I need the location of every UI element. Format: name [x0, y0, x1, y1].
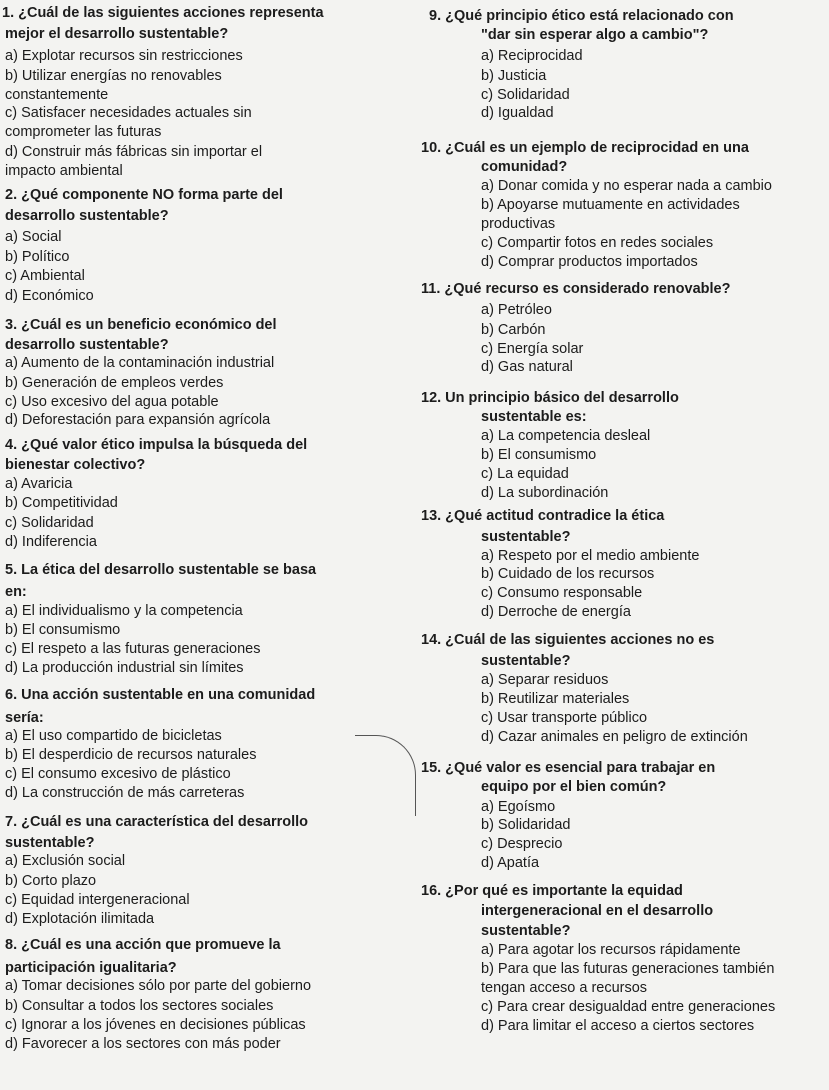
question-text: bienestar colectivo? [5, 457, 146, 473]
question-text: 8. ¿Cuál es una acción que promueve la [5, 937, 281, 953]
answer-option[interactable]: c) Uso excesivo del agua potable [5, 394, 219, 410]
question-text: en: [5, 584, 27, 600]
answer-option[interactable]: b) El consumismo [481, 447, 597, 463]
answer-option[interactable]: d) Construir más fábricas sin importar el [5, 144, 263, 160]
question-text: equipo por el bien común? [481, 779, 667, 795]
answer-option[interactable]: a) Avaricia [5, 476, 73, 492]
answer-option[interactable]: d) Favorecer a los sectores con más poder [5, 1036, 281, 1052]
right-column [420, 0, 829, 1090]
answer-option[interactable]: c) Solidaridad [5, 515, 94, 531]
question-text: "dar sin esperar algo a cambio"? [481, 27, 709, 43]
question-text: 14. ¿Cuál de las siguientes acciones no es [421, 632, 715, 648]
question-text: participación igualitaria? [5, 960, 177, 976]
answer-option[interactable]: c) Desprecio [481, 836, 563, 852]
question-text: 5. La ética del desarrollo sustentable se basa [5, 562, 317, 578]
answer-option[interactable]: a) Explotar recursos sin restricciones [5, 48, 243, 64]
answer-option[interactable]: b) Corto plazo [5, 873, 97, 889]
answer-option[interactable]: b) Cuidado de los recursos [481, 566, 655, 582]
question-text: 3. ¿Cuál es un beneficio económico del [5, 317, 277, 333]
answer-option[interactable]: a) Respeto por el medio ambiente [481, 548, 700, 564]
question-text: 11. ¿Qué recurso es considerado renovable? [421, 281, 731, 297]
answer-option[interactable]: d) Derroche de energía [481, 604, 631, 620]
answer-option[interactable]: d) La subordinación [481, 485, 609, 501]
answer-option[interactable]: d) Para limitar el acceso a ciertos sectores [481, 1018, 755, 1034]
answer-option[interactable]: d) Gas natural [481, 359, 573, 375]
answer-option[interactable]: c) Compartir fotos en redes sociales [481, 235, 714, 251]
answer-option[interactable]: b) Justicia [481, 68, 547, 84]
answer-option[interactable]: a) Aumento de la contaminación industrial [5, 355, 275, 371]
question-text: 6. Una acción sustentable en una comunidad [5, 687, 316, 703]
answer-option[interactable]: b) Para que las futuras generaciones también [481, 961, 775, 977]
answer-option[interactable]: productivas [481, 216, 556, 232]
answer-option[interactable]: c) Ignorar a los jóvenes en decisiones públicas [5, 1017, 306, 1033]
answer-option[interactable]: constantemente [5, 87, 109, 103]
answer-option[interactable]: d) La construcción de más carreteras [5, 785, 245, 801]
answer-option[interactable]: a) Social [5, 229, 62, 245]
question-text: mejor el desarrollo sustentable? [5, 26, 229, 42]
answer-option[interactable]: impacto ambiental [5, 163, 123, 179]
answer-option[interactable]: b) El desperdicio de recursos naturales [5, 747, 257, 763]
answer-option[interactable]: c) Para crear desigualdad entre generaciones [481, 999, 776, 1015]
answer-option[interactable]: c) El respeto a las futuras generaciones [5, 641, 261, 657]
question-text: sería: [5, 710, 44, 726]
answer-option[interactable]: d) Económico [5, 288, 94, 304]
answer-option[interactable]: a) Egoísmo [481, 799, 556, 815]
answer-option[interactable]: b) El consumismo [5, 622, 121, 638]
answer-option[interactable]: comprometer las futuras [5, 124, 162, 140]
answer-option[interactable]: d) Comprar productos importados [481, 254, 698, 270]
answer-option[interactable]: b) Apoyarse mutuamente en actividades [481, 197, 740, 213]
answer-option[interactable]: d) Indiferencia [5, 534, 97, 550]
answer-option[interactable]: a) Donar comida y no esperar nada a cambio [481, 178, 772, 194]
answer-option[interactable]: a) Separar residuos [481, 672, 609, 688]
question-text: sustentable es: [481, 409, 587, 425]
answer-option[interactable]: a) El individualismo y la competencia [5, 603, 243, 619]
answer-option[interactable]: c) Usar transporte público [481, 710, 648, 726]
answer-option[interactable]: d) Apatía [481, 855, 540, 871]
answer-option[interactable]: a) Tomar decisiones sólo por parte del gobierno [5, 978, 312, 994]
question-text: 12. Un principio básico del desarrollo [421, 390, 679, 406]
answer-option[interactable]: a) Para agotar los recursos rápidamente [481, 942, 741, 958]
question-text: sustentable? [481, 653, 571, 669]
question-text: sustentable? [481, 529, 571, 545]
answer-option[interactable]: tengan acceso a recursos [481, 980, 648, 996]
answer-option[interactable]: a) Exclusión social [5, 853, 126, 869]
answer-option[interactable]: d) Igualdad [481, 105, 554, 121]
answer-option[interactable]: b) Carbón [481, 322, 546, 338]
answer-option[interactable]: c) El consumo excesivo de plástico [5, 766, 231, 782]
question-text: 13. ¿Qué actitud contradice la ética [421, 508, 665, 524]
question-text: 10. ¿Cuál es un ejemplo de reciprocidad en una [421, 140, 749, 156]
answer-option[interactable]: c) Satisfacer necesidades actuales sin [5, 105, 252, 121]
answer-option[interactable]: a) La competencia desleal [481, 428, 651, 444]
question-text: 7. ¿Cuál es una característica del desarrollo [5, 814, 309, 830]
answer-option[interactable]: d) Explotación ilimitada [5, 911, 155, 927]
question-text: sustentable? [5, 835, 95, 851]
answer-option[interactable]: b) Consultar a todos los sectores sociales [5, 998, 274, 1014]
answer-option[interactable]: d) La producción industrial sin límites [5, 660, 244, 676]
answer-option[interactable]: c) Energía solar [481, 341, 584, 357]
answer-option[interactable]: b) Solidaridad [481, 817, 571, 833]
answer-option[interactable]: d) Deforestación para expansión agrícola [5, 412, 271, 428]
answer-option[interactable]: a) El uso compartido de bicicletas [5, 728, 222, 744]
question-text: 4. ¿Qué valor ético impulsa la búsqueda del [5, 437, 308, 453]
answer-option[interactable]: c) Consumo responsable [481, 585, 643, 601]
question-text: desarrollo sustentable? [5, 337, 169, 353]
answer-option[interactable]: b) Competitividad [5, 495, 118, 511]
question-text: sustentable? [481, 923, 571, 939]
answer-option[interactable]: b) Reutilizar materiales [481, 691, 630, 707]
answer-option[interactable]: c) La equidad [481, 466, 569, 482]
answer-option[interactable]: c) Equidad intergeneracional [5, 892, 190, 908]
answer-option[interactable]: c) Ambiental [5, 268, 85, 284]
answer-option[interactable]: b) Generación de empleos verdes [5, 375, 224, 391]
answer-option[interactable]: c) Solidaridad [481, 87, 570, 103]
question-text: 16. ¿Por qué es importante la equidad [421, 883, 683, 899]
answer-option[interactable]: b) Utilizar energías no renovables [5, 68, 222, 84]
answer-option[interactable]: b) Político [5, 249, 70, 265]
question-text: intergeneracional en el desarrollo [481, 903, 714, 919]
question-text: 2. ¿Qué componente NO forma parte del [5, 187, 283, 203]
question-text: 9. ¿Qué principio ético está relacionado con [429, 8, 734, 24]
answer-option[interactable]: d) Cazar animales en peligro de extinción [481, 729, 748, 745]
question-text: comunidad? [481, 159, 568, 175]
question-text: 1. ¿Cuál de las siguientes acciones representa [2, 5, 324, 21]
question-text: desarrollo sustentable? [5, 208, 169, 224]
answer-option[interactable]: a) Petróleo [481, 302, 552, 318]
answer-option[interactable]: a) Reciprocidad [481, 48, 583, 64]
question-text: 15. ¿Qué valor es esencial para trabajar en [421, 760, 716, 776]
